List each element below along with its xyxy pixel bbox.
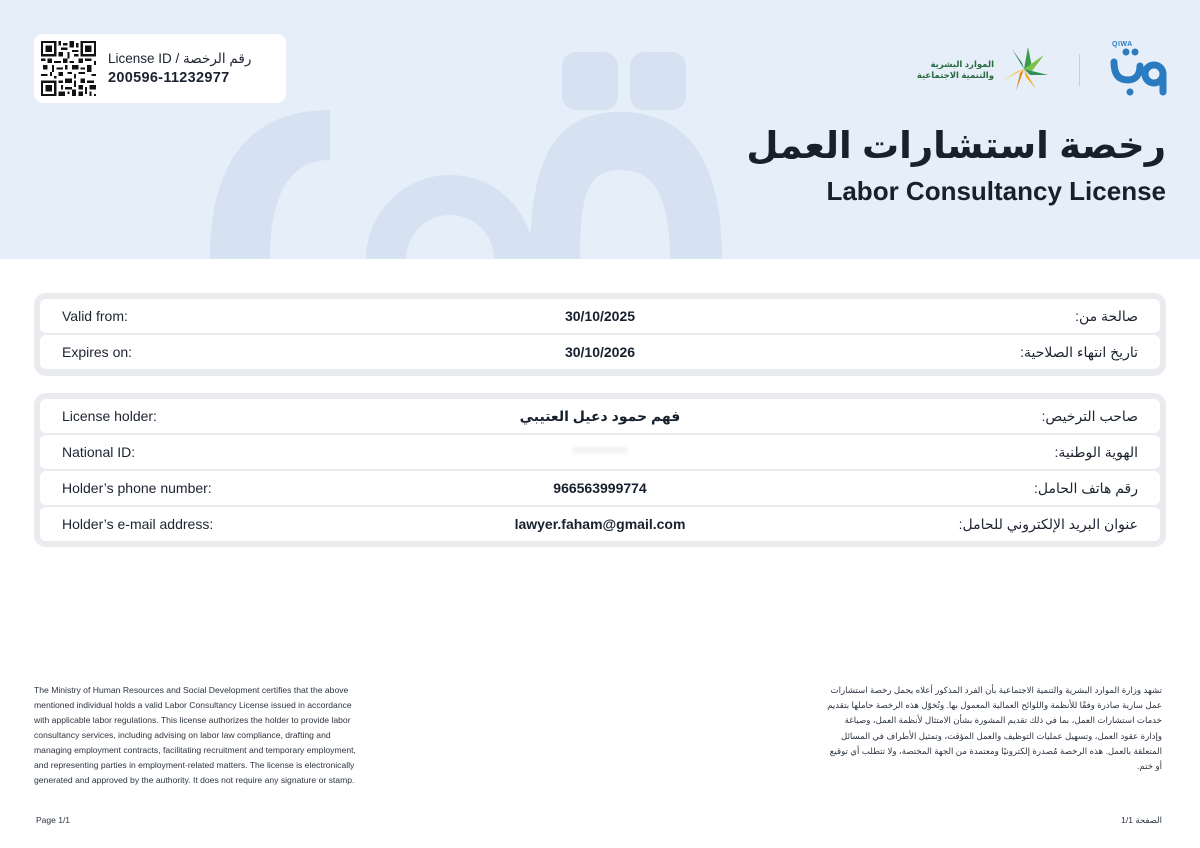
table-row xyxy=(40,471,1160,505)
expires-on-label: Expires on: xyxy=(62,344,133,360)
license-holder-label: License holder: xyxy=(62,408,157,424)
valid-from-label-arabic: صالحة من: xyxy=(1075,308,1138,324)
page-title-english: Labor Consultancy License xyxy=(826,176,1166,206)
qr-code-icon[interactable] xyxy=(41,41,96,96)
page-title-arabic: رخصة استشارات العمل xyxy=(746,125,1166,166)
logo-divider xyxy=(1079,54,1080,86)
email-label-arabic: عنوان البريد الإلكتروني للحامل: xyxy=(958,516,1138,532)
phone-number-label: Holder’s phone number: xyxy=(62,480,212,496)
email-value: lawyer.faham@gmail.com xyxy=(514,516,686,532)
page-number: Page 1/1 xyxy=(36,815,71,825)
table-row xyxy=(40,399,1160,433)
phone-number-label-arabic: رقم هاتف الحامل: xyxy=(1033,480,1138,496)
qiwa-latin-wordmark: QIWA xyxy=(1112,41,1133,48)
email-label: Holder’s e-mail address: xyxy=(62,516,214,532)
ministry-star-icon xyxy=(996,45,1052,93)
ministry-name-line1: الموارد البشرية xyxy=(930,59,994,69)
table-row xyxy=(40,435,1160,469)
license-id-label: License ID / رقم الرخصة xyxy=(108,51,252,66)
certification-text-arabic: تشهد وزارة الموارد البشرية والتنمية الاجتماعية بأن الفرد المذكور أعلاه يحمل رخصة استشارات عمل سارية صادرة وفقًا للأنظمة واللوائح العمالية المعمول بها. وتُخوّل هذه الرخصة حاملها بتقديم خدمات استشارات العمل، بما في ذلك تقديم المشورة بشأن الامتثال لأنظمة العمل، وصياغة وإدارة عقود العمل، وتسهيل عمليات التوظيف والعمل المؤقت، وتمثيل الأطراف في المسائل المتعلقة بالعمل. هذه الرخصة مُصدرة إلكترونيًا ومعتمدة من الجهة المختصة، ولا تتطلب أي توقيع أو ختم. xyxy=(827,685,1162,772)
license-holder-value: فهم حمود دعيل العتيبي xyxy=(519,408,681,424)
expires-on-label-arabic: تاريخ انتهاء الصلاحية: xyxy=(1020,344,1138,360)
license-holder-label-arabic: صاحب الترخيص: xyxy=(1041,408,1138,424)
national-id-label-arabic: الهوية الوطنية: xyxy=(1054,444,1138,460)
table-row xyxy=(40,507,1160,541)
certification-text-english: The Ministry of Human Resources and Social Development certifies that the above mentioned individual holds a valid Labor Consultancy License issued in accordance with applicable labor regulations. This license authorizes the holder to provide labor consultancy services, including advising on labor law compliance, drafting and managing employment contracts, facilitating recruitment and temporary employment, and representing parties in employment-related matters. The license is electronically generated and approved by the authority. It does not require any signature or stamp. xyxy=(34,685,356,785)
valid-from-value: 30/10/2025 xyxy=(564,308,636,324)
qiwa-logo-icon xyxy=(1104,40,1170,96)
holder-panel xyxy=(34,393,1166,547)
national-id-label: National ID: xyxy=(62,444,136,460)
ministry-name-line2: والتنمية الاجتماعية xyxy=(916,70,994,80)
national-id-value-redacted: ********** xyxy=(572,444,628,460)
table-row xyxy=(40,299,1160,333)
header-banner xyxy=(0,0,1200,259)
phone-number-value: 966563999774 xyxy=(553,480,647,496)
expires-on-value: 30/10/2026 xyxy=(564,344,636,360)
license-id-card xyxy=(34,34,286,103)
license-id-value: 200596-11232977 xyxy=(108,70,230,86)
page-number-arabic: الصفحة 1/1 xyxy=(1121,815,1162,825)
valid-from-label: Valid from: xyxy=(62,308,128,324)
table-row xyxy=(40,335,1160,369)
validity-panel xyxy=(34,293,1166,376)
